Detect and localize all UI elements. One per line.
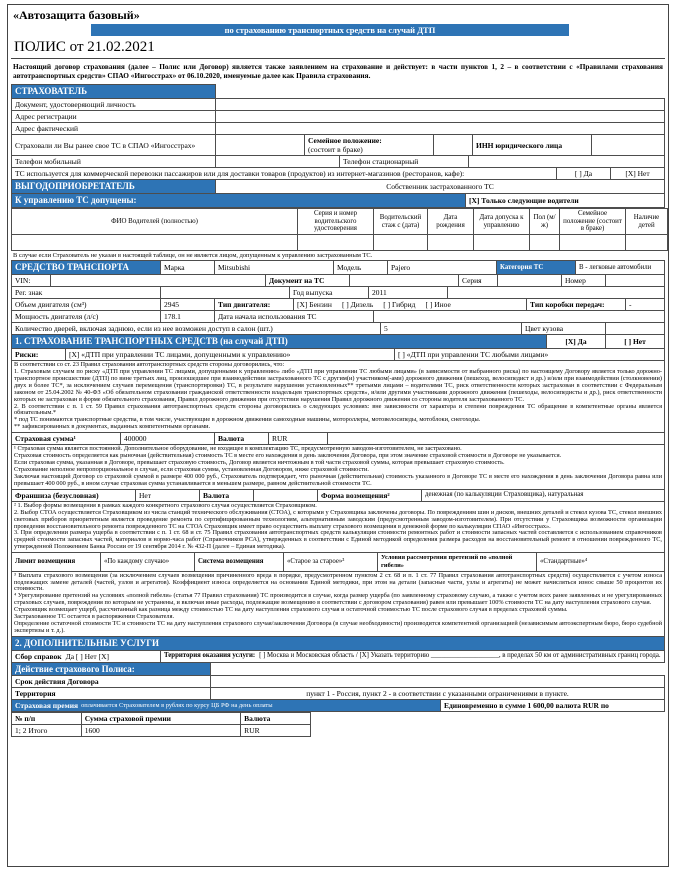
category-label: Категория ТС (496, 260, 576, 275)
engine-power-value: 178.1 (160, 310, 215, 323)
legal-paragraph: ³ Выплата страхового возмещения (за исключением случаев возмещения причиненного вреда в порядке, предусмотренном пунктом 2 ст. 68 и п. 1 ст. 77 Правил страхования автотранспортных средств) осуществляется с учетом износа подлежащих замене деталей (частей, узлов и агрегатов). Коэффициент износа определяется на основании Единой методики, при этом на детали (запасные части, узлы и агрегаты) не может начисляться износ свыше 50 процентов их стоимости. (14, 571, 662, 593)
legal-block-1 (11, 360, 665, 433)
insured-sum-label: Страховая сумма¹ (11, 432, 121, 445)
series-label: Серия (458, 274, 498, 287)
model-label: Модель (333, 260, 388, 275)
legal-paragraph: Застрахованное ТС остается в распоряжении Страхователя. (14, 613, 175, 621)
franchise-label: Франшиза (безусловная) (11, 489, 136, 502)
previously-insured-field[interactable] (215, 134, 305, 156)
legal-paragraph: 2. Выбор СТОА осуществляется Страховщиком из числа станций технического обслуживания (СТОА), с которыми у Страховщика заключены договоры. По повреждениям шин и дисков, внешних деталей и стекол кузова ТС, стекол внешних световых приборов приоритетным является проведение ремонта по сертифицированным технологиям, альтернативным заводским (предусмотренным заводом-изготовителем). При отсутствии у Страховщика возможности организации проведения восстановительного ремонта поврежденного ТС на СТОА Страховщик имеет право осуществить выплату страхового возмещения в денежной форме по калькуляции СПАО «Ингосстрах». (14, 508, 662, 530)
franchise-currency-label: Валюта (199, 489, 254, 502)
legal-paragraph: Заключая настоящий Договор со страховой суммой в размере 400 000 руб., Страхователь подтверждает, что рыночная (действительная) стоимость указанного в Договоре ТС в месте его нахождения в день заключения Договора равна или превышает 400 000 руб., в ином случае страховая сумма устанавливается в меньшем размере, равном действительной стоимости ТС. (14, 472, 662, 487)
year-value: 2011 (368, 286, 448, 299)
previously-insured-label: Страховали ли Вы ранее свое ТС в СПАО «Ингосстрах» (11, 134, 216, 156)
section1-header: 1. СТРАХОВАНИЕ ТРАНСПОРТНЫХ СРЕДСТВ (на случай ДТП) (11, 334, 547, 349)
insured-sum-value: 400000 (120, 432, 215, 445)
engine-power-label: Мощность двигателя (л/с) (11, 310, 161, 323)
drv-col-children: Наличие детей (626, 208, 668, 235)
drivers-note: В случае если Страхователь не указан в настоящей таблице, он не является лицом, допущенным к управлению застрахованным ТС. (13, 252, 373, 260)
doors-label: Количество дверей, включая заднюю, если из нее возможен доступ в салон (шт.) (11, 322, 381, 335)
currency-value: RUR (268, 432, 328, 445)
doors-value: 5 (380, 322, 522, 335)
prem-col-sum: Сумма страховой премии (81, 713, 240, 725)
risk-any-drivers-checkbox[interactable]: [ ] «ДТП при управлении ТС любыми лицами» (394, 348, 665, 361)
service-territory-value[interactable]: [ ] Москва и Московская область / [X] Указать территорию ____________________, в пределах 50 км от административных границ города. (259, 652, 661, 660)
inn-field[interactable] (591, 134, 665, 156)
limit-value: «По каждому случаю» (100, 552, 195, 571)
gearbox-value: - (625, 298, 665, 311)
legal-paragraph: 2. В соответствии с п. 1 ст. 59 Правил страхования автотранспортных средств стороны договорились о следующих условиях: вне зависимости от характера и степени повреждения ТС обращение в компетентные органы является обязательным.* (14, 402, 662, 417)
premium-table-row (12, 725, 311, 737)
premium-label: Страховая премия (15, 701, 79, 711)
legal-block-3 (11, 501, 665, 553)
vehicle-doc-label: Документ на ТС (265, 274, 350, 287)
marital-status-field[interactable] (433, 134, 473, 156)
drv-col-admission: Дата допуска к управлению (474, 208, 530, 235)
vin-label: VIN: (11, 274, 51, 287)
insured-section (11, 84, 665, 207)
premium-table (11, 712, 311, 737)
limit-label: Лимит возмещения (11, 552, 101, 571)
territory-value: пункт 1 - Россия, пункт 2 - в соответствии с указанными ограничениями в пункте. (210, 687, 665, 700)
legal-paragraph: Страховая стоимость определяется как рыночная (действительная) стоимость ТС в месте его нахождения в день заключения Договора, при этом значение страховой стоимости в Договоре не указывается. (14, 452, 562, 460)
legal-paragraph: ² 1. Выбор формы возмещения в рамках каждого конкретного страхового случая осуществляется Страховщиком. (14, 501, 317, 509)
drivers-allowed-header: К управлению ТС допущены: (11, 193, 466, 208)
identity-doc-label: Документ, удостоверяющий личность (11, 98, 216, 111)
certificates-label: Сбор справок (15, 651, 62, 661)
insured-section-header: СТРАХОВАТЕЛЬ (11, 84, 216, 99)
document-body (7, 4, 669, 867)
legal-paragraph: Страхование неполное непропорциональное в случае, если страховая сумма, установленная Договором, ниже страховой стоимости. (14, 466, 369, 473)
marital-status-label: Семейное положение: (308, 136, 382, 146)
inn-label: ИНН юридического лица (472, 134, 592, 156)
drv-field-experience[interactable] (374, 235, 428, 251)
section2-header: 2. ДОПОЛНИТЕЛЬНЫЕ УСЛУГИ (11, 636, 665, 651)
drv-col-marital: Семейное положение (состоит в браке) (560, 208, 626, 235)
legal-paragraph: * под ТС понимаются транспортные средства, в том числе, участвующие в дорожном движении самоходные машины, мотороллеры, мотовелосипеды, мотоблоки, снегоходы. (14, 416, 481, 424)
premium-sub-label: оплачивается Страхователем в рублях по курсу ЦБ РФ на день оплаты (81, 702, 273, 710)
legal-paragraph: 3. При определении размера ущерба в соответствии с п. 1 ст. 68 и ст. 75 Правил страхования автотранспортных средств калькуляция стоимости ремонтных работ и стоимости запасных частей составляется с использованием справочников средней стоимости запасных частей, материалов и нормо-часа работ (Справочников РСА), утвержденных в соответствии с Единой методикой определения размера расходов на восстановительный ремонт в отношении поврежденного ТС, утвержденной Положением Банка России от 19 сентября 2014 г. № 432-П (далее – Единая методика). (14, 529, 662, 551)
phone-landline-label: Телефон стационарный (339, 155, 469, 168)
brand-value: Mitsubishi (214, 260, 334, 275)
legal-paragraph: В соответствии со ст. 23 Правил страхования автотранспортных средств стороны договорились, что: (14, 361, 285, 369)
legal-paragraph: 1. Страховым случаем по риску «ДТП при управлении ТС лицами, допущенными к управлению» либо «ДТП при управлении ТС любыми лицами» (в зависимости от выбранного риска) по настоящему Договору является только дорожно-транспортное происшествие (ДТП) по вине третьих лиц, произошедшее при взаимодействии застрахованного ТС с другим(и) участником(-ами) дорожного движения (пешеход, велосипедист и др.) и/или при взаимодействии (столкновении) двух и более ТС*, за исключением случаев перемещения (транспортировки) ТС, в результате нарушения установленных** третьими лицами – водителями ТС, риск ответственности которых застрахован в соответствии с Федеральным законом от 25.04.2002 № 40-ФЗ «Об обязательном страховании гражданской ответственности владельцев транспортных средств», и/или другими участниками дорожного движения (пешеходы, велосипедисты и др.), риск ответственности которых не застрахован в форме обязательного страхования, Правил дорожного движения при отсутствии нарушения Правил дорожного движения со стороны водителя застрахованного ТС. (14, 367, 662, 403)
vehicle-section (11, 260, 665, 712)
service-territory-label: Территория оказания услуги: (164, 652, 256, 660)
prem-row-num: 1; 2 Итого (12, 725, 82, 737)
prem-col-num: № п/п (12, 713, 82, 725)
engine-volume-value: 2945 (160, 298, 215, 311)
system-value: «Старое за старое»³ (283, 552, 378, 571)
engine-volume-label: Объем двигателя (см³) (11, 298, 161, 311)
intro-text: Настоящий договор страхования (далее – Полис или Договор) является также заявлением на страхование и действует: в части пунктов 1, 2 – в соответствии с «Правилами страхования автотранспортных средств» СПАО «Ингосстрах» от 06.10.2020, именуемые далее как Правила страхования. (13, 62, 663, 81)
section1-yes-checkbox[interactable]: [X] Да (546, 334, 606, 349)
engine-hybrid-checkbox[interactable]: [ ] Гибрид (383, 300, 416, 310)
phone-mobile-label: Телефон мобильный (11, 155, 216, 168)
drv-col-license: Серия и номер водительского удостоверения (298, 208, 374, 235)
only-listed-drivers-checkbox[interactable]: [X] Только следующие водители (465, 193, 665, 208)
system-label: Система возмещения (194, 552, 284, 571)
gearbox-label: Тип коробки передач: (526, 298, 626, 311)
total-loss-value: «Стандартные»⁴ (536, 552, 665, 571)
drv-field-birthdate[interactable] (428, 235, 474, 251)
usage-start-label: Дата начала использования ТС (214, 310, 374, 323)
engine-diesel-checkbox[interactable]: [ ] Дизель (341, 300, 374, 310)
legal-paragraph: ¹ Страховая сумма является постоянной. Дополнительное оборудование, не входящее в комплектацию ТС, предусмотренную заводом-изготовителем, не застраховано. (14, 445, 462, 453)
prem-col-currency: Валюта (241, 713, 311, 725)
engine-type-label: Тип двигателя: (214, 298, 294, 311)
commercial-use-no-checkbox[interactable]: [X] Нет (610, 167, 665, 180)
brand-label: Марка (160, 260, 215, 275)
premium-table-header-row (12, 713, 311, 725)
drivers-table-header-row (12, 208, 668, 235)
prem-row-currency: RUR (241, 725, 311, 737)
drv-field-admission[interactable] (474, 235, 530, 251)
commercial-use-label: ТС используется для коммерческой перевозки пассажиров или для доставки товаров (продуктов) из интернет-магазинов (ресторанов, кафе): (11, 167, 557, 180)
commercial-use-yes-checkbox[interactable]: [ ] Да (556, 167, 611, 180)
total-loss-label: Условия рассмотрения претензий по «полной гибели» (377, 552, 537, 571)
currency-label: Валюта (214, 432, 269, 445)
premium-value: Единовременно в сумме 1 600,00 валюта RUR по (440, 699, 665, 712)
contract-term-label: Срок действия Договора (11, 675, 211, 688)
legal-paragraph: Если страховая сумма, указанная в Договоре, превышает страховую стоимость, Договор является ничтожным в той части страховой суммы, которая превышает страховую стоимость. (14, 459, 505, 467)
legal-paragraph: Страховщик возмещает ущерб, рассчитанный как разница между стоимостью ТС на дату наступления страхового случая и остаточной стоимостью ТС после страхового случая в пределах страховой суммы. (14, 606, 568, 614)
reg-address-label: Адрес регистрации (11, 110, 216, 123)
policy-heading: ПОЛИС от 21.02.2021 (11, 36, 665, 59)
drv-field-children[interactable] (626, 235, 668, 251)
risks-label: Риски: (11, 348, 66, 361)
marital-status-note: (состоит в браке) (308, 145, 363, 155)
legal-paragraph: ⁴ Урегулирование претензий на условиях «полной гибели» (статья 77 Правил страхования) ТС производится в случае, когда размер ущерба (по заявленному страховому случаю, а также с учетом всех ранее заявленных и не урегулированных страховых случаев, повреждения по которым не устранены, и включая иные расходы, подлежащие возмещению в соответствии с договором страхования) равен или превышает 100% стоимости ТС на дату наступления страхового случая. (14, 592, 662, 607)
doc-subtitle-bar: по страхованию транспортных средств на случай ДТП (91, 24, 569, 36)
engine-other-checkbox[interactable]: [ ] Иное (425, 300, 451, 310)
validity-header: Действие страхового Полиса: (11, 662, 211, 677)
drivers-table-empty-row (12, 235, 668, 251)
doc-title: «Автозащита базовый» (13, 8, 140, 22)
risk-listed-drivers-checkbox[interactable]: [X] «ДТП при управлении ТС лицами, допущенными к управлению» (65, 348, 395, 361)
engine-petrol-checkbox[interactable]: [X] Бензин (297, 300, 332, 310)
legal-paragraph: ** зафиксированных в документах, выданных компетентными органами. (14, 423, 211, 431)
vehicle-section-header: СРЕДСТВО ТРАНСПОРТА (11, 260, 161, 275)
legal-block-2 (11, 444, 665, 490)
drv-field-sex[interactable] (530, 235, 560, 251)
fact-address-label: Адрес фактический (11, 122, 216, 135)
drv-field-license[interactable] (298, 235, 374, 251)
drv-field-name[interactable] (12, 235, 298, 251)
drivers-table (11, 208, 668, 252)
franchise-value: Нет (135, 489, 200, 502)
prem-row-sum: 1600 (81, 725, 240, 737)
drv-col-sex: Пол (м/ж) (530, 208, 560, 235)
drv-col-birthdate: Дата рождения (428, 208, 474, 235)
legal-block-4 (11, 571, 665, 637)
year-label: Год выпуска (289, 286, 369, 299)
legal-paragraph: Определение остаточной стоимости ТС и стоимости ТС на дату наступления страхового случая/заключения Договора (в случае необходимости) производится компетентной организацией (независимым автоэкспертным бюро, бюро судебной экспертизы и т. д.). (14, 620, 662, 634)
beneficiary-header: ВЫГОДОПРИОБРЕТАТЕЛЬ (11, 179, 216, 194)
marital-status-cell (304, 134, 434, 156)
number-label: Номер (561, 274, 606, 287)
model-value: Pajero (387, 260, 497, 275)
reg-plate-label: Рег. знак (11, 286, 161, 299)
category-value: В - легковые автомобили (575, 260, 665, 275)
drv-col-experience: Водительский стаж с (дата) (374, 208, 428, 235)
compensation-form-value: денежная (по калькуляции Страховщика), натуральная (421, 489, 665, 502)
territory-label: Территория (11, 687, 211, 700)
drv-field-marital[interactable] (560, 235, 626, 251)
compensation-form-label: Форма возмещения² (317, 489, 422, 502)
premium-cell (11, 699, 441, 712)
section1-no-checkbox[interactable]: [ ] Нет (605, 334, 665, 349)
drv-col-name: ФИО Водителей (полностью) (12, 208, 298, 235)
certificates-yesno-checkbox[interactable]: Да [ ] Нет [X] (65, 651, 109, 661)
body-color-label: Цвет кузова (521, 322, 606, 335)
beneficiary-value: Собственник застрахованного ТС (215, 179, 665, 194)
